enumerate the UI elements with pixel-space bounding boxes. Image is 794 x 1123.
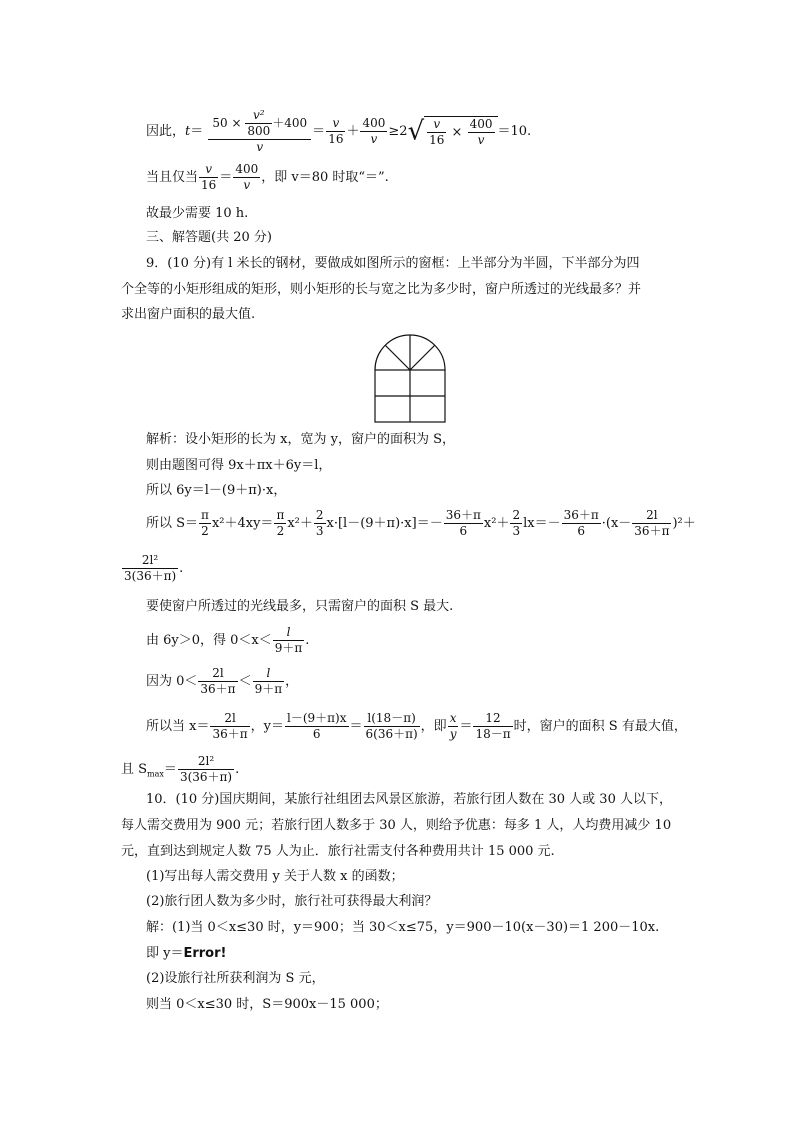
line-8-3: 故最少需要 10 h. [146, 206, 249, 221]
line-8-1: 因此，t＝ 50 × $\frac{\text{v²}}{800}$ ＋400 v ＝ $\frac{v}{16}$ ＋ $\frac{400}{v}$ ≥2√ $\frac{v}{16}$ × $\frac{400}{v}$ ＝10. [146, 108, 532, 154]
fraction: 50 × $\frac{\text{v²}}{800}$ ＋400 v [208, 108, 311, 155]
q9-line-1: 9．(10 分)有 l 米长的钢材，要做成如图所示的窗框：上半部分为半圆，下半部分为四 [146, 256, 640, 271]
sol9-line-6: 要使窗户所透过的光线最多，只需窗户的面积 S 最大. [146, 599, 454, 614]
sol9-line-5: $\frac{\text{2l²}}{3(36+\pi)}$ . [124, 553, 184, 583]
window-arch-spoke-right [410, 345, 435, 370]
sol10-line-3: (2)设旅行社所获利润为 S 元， [146, 971, 325, 986]
sol9-line-1: 解析：设小矩形的长为 x，宽为 y，窗户的面积为 S， [146, 432, 455, 447]
q10-line-1: 10．(10 分)国庆期间，某旅行社组团去风景区旅游，若旅行团人数在 30 人或 30 人以下， [146, 792, 672, 807]
sol9-line-2: 则由题图可得 9x＋πx＋6y＝l， [146, 458, 332, 473]
sol10-line-1: 解：(1)当 0＜x≤30 时，y＝900；当 30＜x≤75，y＝900－10(x－30)＝1 200－10x. [146, 920, 660, 935]
window-arch-spoke-left [385, 345, 410, 370]
sqrt-icon: √ [407, 116, 425, 147]
q10-line-5: (2)旅行团人数为多少时，旅行社可获得最大利润？ [146, 894, 438, 909]
sol9-line-8: 因为 0＜ $\frac{2l}{36+\pi}$ ＜ $\frac{l}{9+\pi}$ ， [146, 666, 299, 696]
fraction: $\frac{400}{v}$ [362, 116, 386, 146]
sol9-line-9: 所以当 x＝ $\frac{2l}{36+\pi}$ ，y＝ $\frac{l-(9+\pi)x}{6}$ ＝ $\frac{l(18-\pi)}{6(36+\pi)}$ ，即 $\frac{x}{y}$ ＝ $\frac{12}{18-\pi}$ 时，窗户的面积 S 有最大值， [146, 711, 687, 741]
window-frame-figure [370, 330, 450, 426]
sol9-line-4: 所以 S＝ $\frac{\pi}{2}$ x²＋4xy＝ $\frac{\pi}{2}$ x²＋ $\frac{2}{3}$ x·[l－(9＋π)·x]＝－ $\frac{36+\pi}{6}$ x²＋ $\frac{2}{3}$ lx＝－ $\frac{36+\pi}{6}$ ·(x－ $\frac{2l}{36+\pi}$ )²＋ [146, 508, 696, 538]
sol10-line-2: 即 y＝Error! [146, 946, 227, 961]
q9-line-3: 求出窗户面积的最大值. [121, 307, 256, 322]
line-8-2: 当且仅当 $\frac{v}{16}$ ＝ $\frac{400}{v}$ ，即 v＝80 时取“＝”. [146, 162, 389, 192]
sol10-line-4: 则当 0＜x≤30 时，S＝900x－15 000； [146, 997, 388, 1012]
fraction: $\frac{400}{v}$ [235, 162, 259, 192]
q10-line-2: 每人需交费用为 900 元；若旅行团人数多于 30 人，则给予优惠：每多 1 人，人均费用减少 10 [121, 818, 672, 833]
sqrt-body: $\frac{v}{16}$ × $\frac{400}{v}$ [424, 116, 497, 148]
sol9-line-3: 所以 6y＝l－(9＋π)·x， [146, 483, 287, 498]
q10-line-3: 元，直到达到规定人数 75 人为止．旅行社需支付各种费用共计 15 000 元. [121, 844, 555, 859]
sol9-line-7: 由 6y＞0，得 0＜x＜ $\frac{l}{9+\pi}$ . [146, 625, 310, 655]
section-heading: 三、解答题(共 20 分) [146, 230, 272, 245]
sol9-line-10: 且 $S_{max}=$ $\frac{\text{2l²}}{3(36+\pi)}$ . [121, 754, 240, 784]
q10-line-4: (1)写出每人需交费用 y 关于人数 x 的函数； [146, 869, 404, 884]
q9-line-2: 个全等的小矩形组成的矩形，则小矩形的长与宽之比为多少时，窗户所透过的光线最多？并 [121, 282, 642, 297]
fraction: $\frac{v}{16}$ [201, 162, 217, 192]
fraction: $\frac{v}{16}$ [328, 116, 344, 146]
